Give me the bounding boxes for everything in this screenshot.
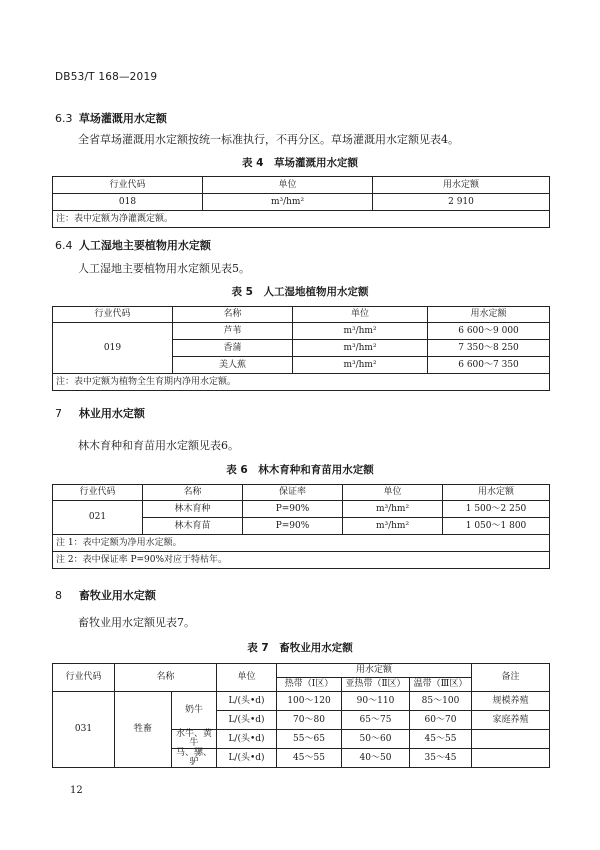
- table7-cell-remark: 家庭养殖: [472, 711, 550, 730]
- section-title: 草场灌溉用水定额: [78, 112, 167, 125]
- table4-cell-unit: m³/hm²: [203, 194, 373, 211]
- table7-cell-z1: 55～65: [277, 730, 342, 749]
- table7-cell-z2: 65～75: [342, 711, 410, 730]
- table7-cell-category: 牲畜: [115, 692, 172, 768]
- section-heading-8: [55, 587, 156, 603]
- section-heading-6-3: [55, 110, 167, 126]
- table5-cell-name: 芦苇: [173, 323, 293, 340]
- section-heading-7: [55, 405, 145, 421]
- table-row: [53, 692, 550, 711]
- table6-header-unit: 单位: [343, 485, 443, 501]
- table7-header-code: 行业代码: [53, 664, 115, 692]
- table6-cell-unit: m³/hm²: [343, 518, 443, 535]
- table7-cell-z2: 90～110: [342, 692, 410, 711]
- table4-header-value: 用水定额: [373, 177, 550, 194]
- table7-cell-z2: 50～60: [342, 730, 410, 749]
- table4-header-unit: 单位: [203, 177, 373, 194]
- table7-header-zone2: 亚热带（Ⅱ区）: [342, 678, 410, 692]
- table5-header-value: 用水定额: [428, 307, 550, 323]
- table7-cell-z1: 45～55: [277, 749, 342, 768]
- section-number: 6.3: [55, 112, 73, 125]
- table6-cell-code: 021: [53, 501, 143, 535]
- table5-cell-name: 香蒲: [173, 340, 293, 357]
- table7-cell-name: 马、骡、驴: [172, 749, 217, 768]
- table7-cell-code: 031: [53, 692, 115, 768]
- table7-header-quota: 用水定额: [277, 664, 472, 678]
- table5-note: 注：表中定额为植物全生育期内净用水定额。: [53, 374, 550, 391]
- table6-cell-value: 1 050～1 800: [443, 518, 550, 535]
- section-number: 6.4: [55, 239, 73, 252]
- table6-caption: 表 6 林木育种和育苗用水定额: [226, 464, 374, 476]
- table6-cell-value: 1 500～2 250: [443, 501, 550, 518]
- table7: [52, 663, 550, 768]
- table4-cell-value: 2 910: [373, 194, 550, 211]
- section-paragraph-6-4: 人工湿地主要植物用水定额见表5。: [78, 262, 250, 275]
- table6: [52, 484, 550, 569]
- table7-cell-z3: 85～100: [410, 692, 472, 711]
- table7-header-name: 名称: [115, 664, 217, 692]
- table5-header-unit: 单位: [293, 307, 428, 323]
- table6-header-rate: 保证率: [243, 485, 343, 501]
- table5-cell-code: 019: [53, 323, 173, 374]
- table6-note-2: 注 2：表中保证率 P=90%对应于特枯年。: [53, 552, 550, 569]
- table4-note: 注：表中定额为净灌溉定额。: [53, 211, 550, 228]
- table6-cell-name: 林木育种: [143, 501, 243, 518]
- section-heading-6-4: [55, 237, 211, 253]
- table6-header-code: 行业代码: [53, 485, 143, 501]
- table7-cell-unit: L/(头•d): [217, 692, 277, 711]
- section-number: 7: [55, 407, 62, 420]
- table-row: [53, 323, 550, 340]
- table7-cell-unit: L/(头•d): [217, 711, 277, 730]
- section-number: 8: [55, 589, 62, 602]
- table6-cell-rate: P=90%: [243, 518, 343, 535]
- table5-header-name: 名称: [173, 307, 293, 323]
- table5-header-code: 行业代码: [53, 307, 173, 323]
- section-paragraph-7: 林木育种和育苗用水定额见表6。: [78, 439, 239, 452]
- table4-caption: 表 4 草场灌溉用水定额: [242, 157, 358, 169]
- table6-cell-rate: P=90%: [243, 501, 343, 518]
- table7-cell-remark: 规模养殖: [472, 692, 550, 711]
- section-paragraph-8: 畜牧业用水定额见表7。: [78, 616, 195, 629]
- table7-header-zone1: 热带（Ⅰ区）: [277, 678, 342, 692]
- table5-cell-unit: m³/hm²: [293, 323, 428, 340]
- page-number: 12: [70, 785, 83, 796]
- table7-header-unit: 单位: [217, 664, 277, 692]
- table4: [52, 176, 550, 228]
- table7-header-zone3: 温带（Ⅲ区）: [410, 678, 472, 692]
- table5: [52, 306, 550, 391]
- section-title: 人工湿地主要植物用水定额: [78, 239, 211, 252]
- table7-cell-z1: 70～80: [277, 711, 342, 730]
- table7-cell-z3: 35～45: [410, 749, 472, 768]
- table5-cell-unit: m³/hm²: [293, 357, 428, 374]
- table5-cell-value: 7 350～8 250: [428, 340, 550, 357]
- table7-cell-unit: L/(头•d): [217, 749, 277, 768]
- table5-cell-unit: m³/hm²: [293, 340, 428, 357]
- table6-note-1: 注 1：表中定额为净用水定额。: [53, 535, 550, 552]
- table7-cell-remark: [472, 749, 550, 768]
- table7-cell-name: 水牛、黄牛: [172, 730, 217, 749]
- table5-cell-value: 6 600～7 350: [428, 357, 550, 374]
- table7-header-remark: 备注: [472, 664, 550, 692]
- table-row: [53, 501, 550, 518]
- table7-cell-z3: 60～70: [410, 711, 472, 730]
- table7-cell-remark: [472, 730, 550, 749]
- table5-caption: 表 5 人工湿地植物用水定额: [231, 286, 369, 298]
- document-id: DB53/T 168—2019: [55, 71, 158, 83]
- table4-cell-code: 018: [53, 194, 203, 211]
- table7-cell-z3: 45～55: [410, 730, 472, 749]
- table6-header-name: 名称: [143, 485, 243, 501]
- table7-cell-z1: 100～120: [277, 692, 342, 711]
- section-paragraph-6-3: 全省草场灌溉用水定额按统一标准执行，不再分区。草场灌溉用水定额见表4。: [78, 133, 459, 146]
- table5-cell-name: 美人蕉: [173, 357, 293, 374]
- section-title: 畜牧业用水定额: [78, 589, 156, 602]
- section-title: 林业用水定额: [78, 407, 145, 420]
- table7-cell-z2: 40～50: [342, 749, 410, 768]
- table7-cell-name: 奶牛: [172, 692, 217, 730]
- table7-cell-unit: L/(头•d): [217, 730, 277, 749]
- table4-header-code: 行业代码: [53, 177, 203, 194]
- table5-cell-value: 6 600～9 000: [428, 323, 550, 340]
- table6-header-value: 用水定额: [443, 485, 550, 501]
- table6-cell-name: 林木育苗: [143, 518, 243, 535]
- table7-caption: 表 7 畜牧业用水定额: [247, 642, 353, 654]
- table6-cell-unit: m³/hm²: [343, 501, 443, 518]
